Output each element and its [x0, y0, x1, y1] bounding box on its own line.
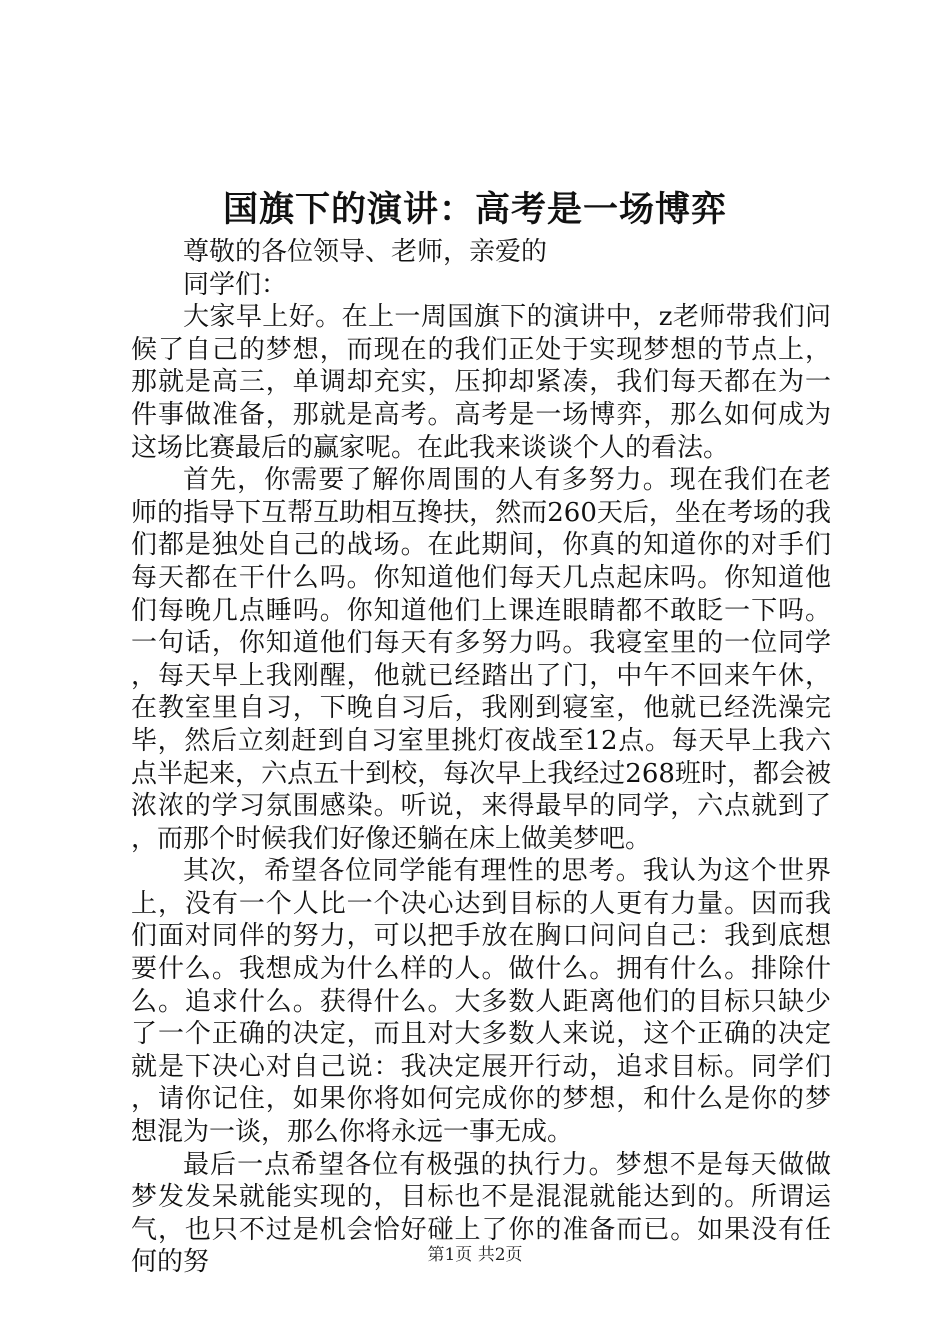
greeting-line-2: 同学们： [183, 269, 288, 300]
document-title: 国旗下的演讲：高考是一场博弈 [222, 189, 727, 230]
greeting-line-1: 尊敬的各位领导、老师，亲爱的 [183, 237, 548, 267]
paragraph-last-point: 最后一点希望各位有极强的执行力。梦想不是每天做做梦发发呆就能实现的，目标也不是混混就能达到的。所谓运气，也只不过是机会恰好碰上了你的准备而已。如果没有任何的努 [131, 1149, 831, 1278]
paragraph-intro: 大家早上好。在上一周国旗下的演讲中，z老师带我们问候了自己的梦想，而现在的我们正处于实现梦想的节点上，那就是高三，单调却充实，压抑却紧凑，我们每天都在为一件事做准备，那就是高考。高考是一场博弈，那么如何成为这场比赛最后的赢家呢。在此我来谈谈个人的看法。 [131, 302, 831, 463]
document-body [131, 236, 831, 1279]
page-number-footer: 第1页 共2页 [427, 1245, 523, 1265]
paragraph-first-point: 首先，你需要了解你周围的人有多努力。现在我们在老师的指导下互帮互助相互搀扶，然而260天后，坐在考场的我们都是独处自己的战场。在此期间，你真的知道你的对手们每天都在干什么吗。你知道他们每天几点起床吗。你知道他们每晚几点睡吗。你知道他们上课连眼睛都不敢眨一下吗。一句话，你知道他们每天有多努力吗。我寝室里的一位同学，每天早上我刚醒，他就已经踏出了门，中午不回来午休，在教室里自习，下晚自习后，我刚到寝室，他就已经洗澡完毕，然后立刻赶到自习室里挑灯夜战至12点。每天早上我六点半起来，六点五十到校，每次早上我经过268班时，都会被浓浓的学习氛围感染。听说，来得最早的同学，六点就到了，而那个时候我们好像还躺在床上做美梦吧。 [131, 465, 831, 854]
paragraph-second-point: 其次，希望各位同学能有理性的思考。我认为这个世界上，没有一个人比一个决心达到目标的人更有力量。因而我们面对同伴的努力，可以把手放在胸口问问自己：我到底想要什么。我想成为什么样的人。做什么。拥有什么。排除什么。追求什么。获得什么。大多数人距离他们的目标只缺少了一个正确的决定，而且对大多数人来说，这个正确的决定就是下决心对自己说：我决定展开行动，追求目标。同学们，请你记住，如果你将如何完成你的梦想，和什么是你的梦想混为一谈，那么你将永远一事无成。 [131, 856, 831, 1148]
